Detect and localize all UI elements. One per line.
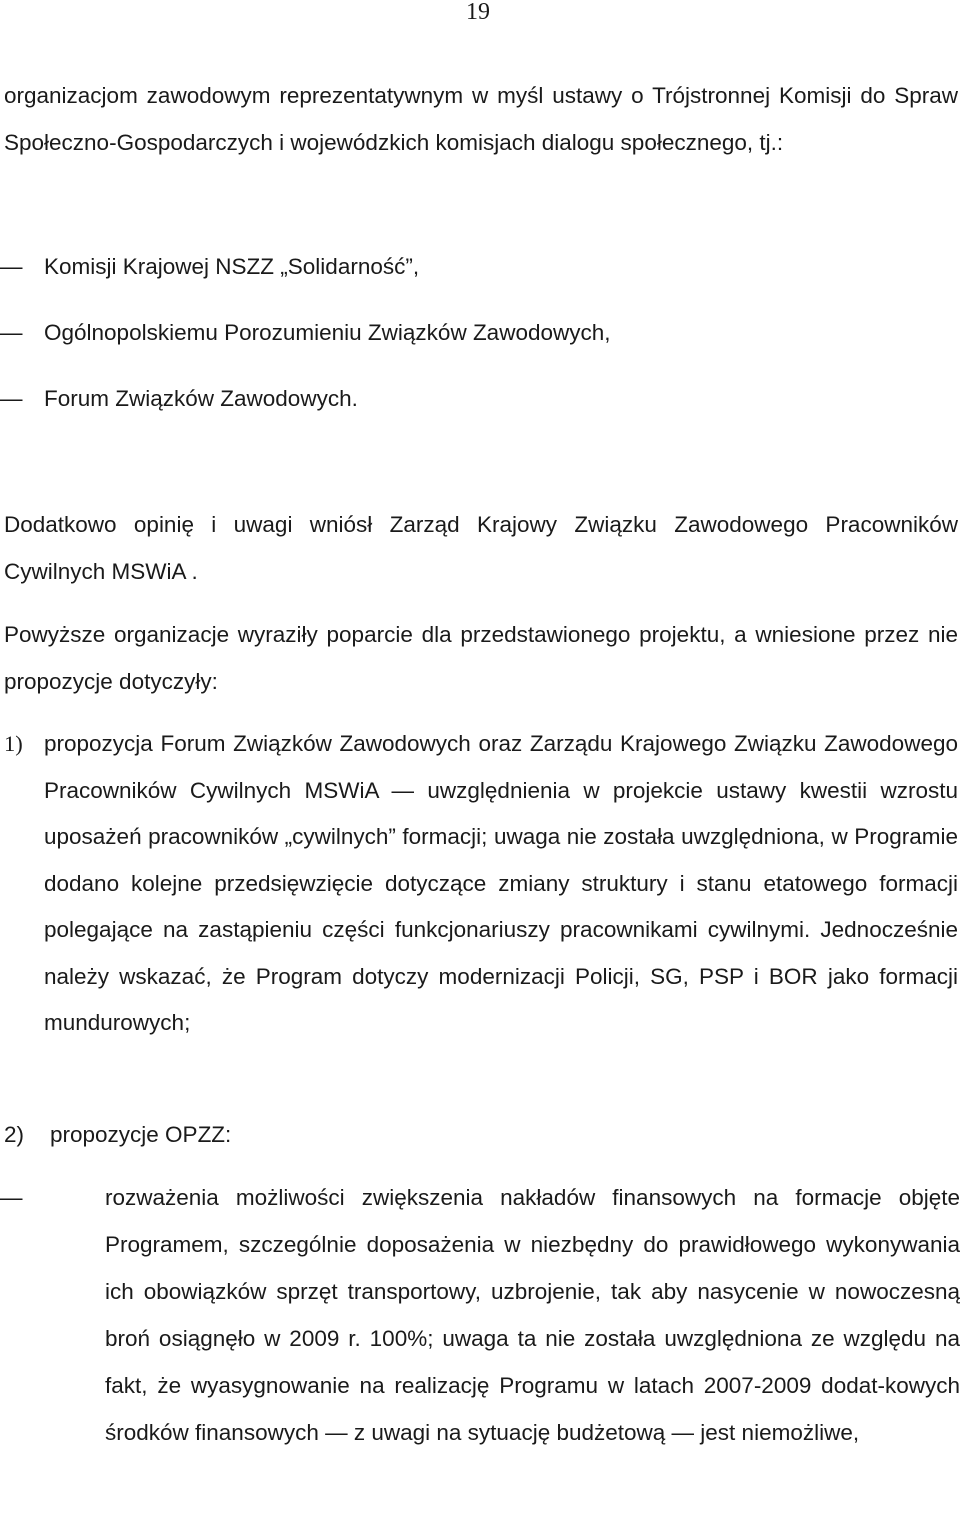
dash-bullet: — (0, 1185, 23, 1210)
additional-opinion-paragraph: Dodatkowo opinię i uwagi wniósł Zarząd Krajowy Związku Zawodowego Pracowników Cywilnych MSWiA . (4, 512, 958, 584)
list-item-text: Ogólnopolskiemu Porozumieniu Związków Zawodowych, (44, 320, 611, 345)
intro-paragraph: organizacjom zawodowym reprezentatywnym w myśl ustawy o Trójstronnej Komisji do Spraw Społeczno-Gospodarczych i wojewódzkich komisjach dialogu społecznego, tj.: (4, 83, 958, 155)
list-item (0, 247, 958, 287)
dash-bullet: — (0, 254, 23, 279)
dash-bullet: — (0, 320, 23, 345)
page-number: 19 (466, 0, 490, 25)
list-item-text: Forum Związków Zawodowych. (44, 386, 358, 411)
proposal-text: propozycja Forum Związków Zawodowych oraz Zarządu Krajowego Związku Zawodowego Pracowników Cywilnych MSWiA — uwzględnienia w projekcie ustawy kwestii wzrostu uposażeń pracowników „cywilnych” formacji; uwaga nie została uwzględniona, w Programie dodano kolejne przedsięwzięcie dotyczące zmiany struktury i stanu etatowego formacji polegające na zastąpieniu części funkcjonariuszy pracownikami cywilnymi. Jednocześnie należy wskazać, że Program dotyczy modernizacji Policji, SG, PSP i BOR jako formacji mundurowych; (44, 731, 958, 1035)
support-paragraph: Powyższe organizacje wyraziły poparcie dla przedstawionego projektu, a wniesione przez nie propozycje dotyczyły: (4, 622, 958, 694)
proposal-text: propozycje OPZZ: (50, 1122, 232, 1147)
list-item-text: Komisji Krajowej NSZZ „Solidarność”, (44, 254, 420, 279)
list-item (0, 379, 958, 419)
proposal-number: 1) (4, 731, 23, 756)
sub-item-text: rozważenia możliwości zwiększenia nakładów finansowych na formacje objęte Programem, szczególnie doposażenia w niezbędny do prawidłowego wykonywania ich obowiązków sprzęt transportowy, uzbrojenie, tak aby nasycenie w nowoczesną broń osiągnęło w 2009 r. 100%; uwaga ta nie została uwzględniona ze względu na fakt, że wyasygnowanie na realizację Programu w latach 2007-2009 dodat-kowych środków finansowych — z uwagi na sytuację budżetową — jest niemożliwe, (105, 1185, 960, 1445)
dash-bullet: — (0, 386, 23, 411)
list-item (0, 313, 958, 353)
proposal-number: 2) (4, 1122, 25, 1147)
